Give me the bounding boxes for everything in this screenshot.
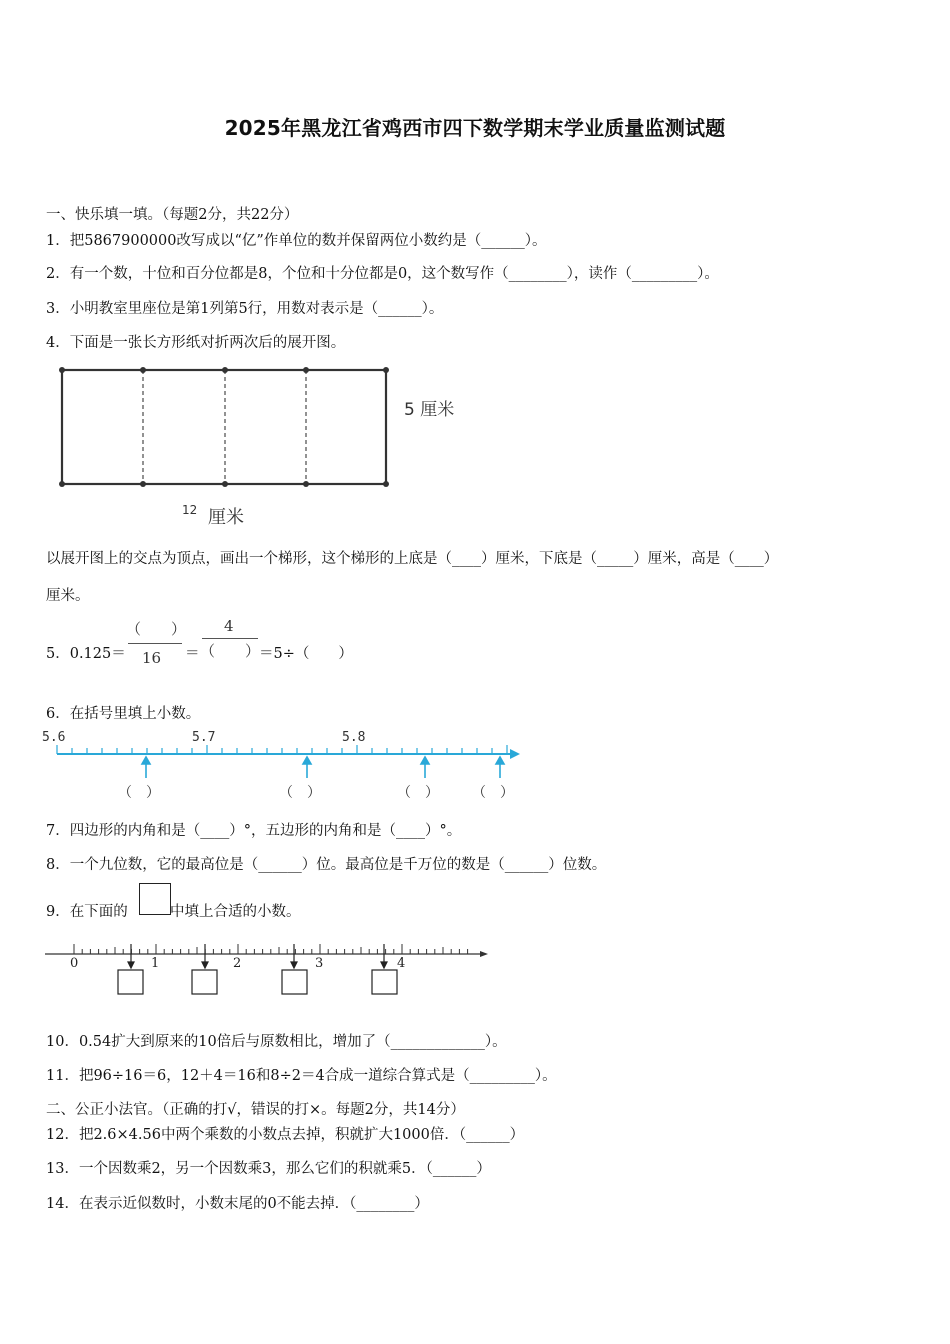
question-14: 14．在表示近似数时，小数末尾的0不能去掉．（________） xyxy=(46,1196,429,1212)
answer-box-2 xyxy=(192,970,217,994)
question-7: 7．四边形的内角和是（____）°，五边形的内角和是（____）°。 xyxy=(46,823,462,839)
nl6-label-0: 5.6 xyxy=(42,730,66,745)
width-number: 12 xyxy=(182,503,198,517)
rectangle-outline xyxy=(62,370,386,484)
question-9-tail: 中填上合适的小数。 xyxy=(170,904,301,920)
page-title: 2025年黑龙江省鸡西市四下数学期末学业质量监测试题 xyxy=(224,116,726,140)
number-line-q6 xyxy=(40,724,530,804)
nl6-label-1: 5.7 xyxy=(192,730,216,745)
nl6-paren-3: （ ） xyxy=(397,785,439,801)
nl6-paren-4: （ ） xyxy=(472,785,514,801)
answer-box-1 xyxy=(118,970,143,994)
question-2: 2．有一个数，十位和百分位都是8，个位和十分位都是0，这个数写作（________），读作（_________）。 xyxy=(46,266,719,282)
question-5-equals: ＝ xyxy=(185,646,200,662)
nl9-arrows xyxy=(128,944,387,968)
nl6-arrows xyxy=(142,757,504,778)
question-13: 13．一个因数乘2，另一个因数乘3，那么它们的积就乘5．（______） xyxy=(46,1161,491,1177)
fraction-2-denominator: （ ） xyxy=(200,642,261,660)
nl9-label-2: 2 xyxy=(233,956,242,971)
question-4-continued-2: 厘米。 xyxy=(46,588,90,604)
fraction-1-numerator: （ ） xyxy=(126,620,187,638)
folded-rectangle-figure xyxy=(52,362,472,532)
question-6: 6．在括号里填上小数。 xyxy=(46,706,201,722)
intersection-points xyxy=(59,367,389,487)
question-5-tail: ＝5÷（ ） xyxy=(259,646,353,662)
nl6-paren-2: （ ） xyxy=(279,785,321,801)
nl9-label-4: 4 xyxy=(397,956,406,971)
question-10: 10．0.54扩大到原来的10倍后与原数相比，增加了（_____________）。 xyxy=(46,1034,507,1050)
question-4: 4．下面是一张长方形纸对折两次后的展开图。 xyxy=(46,335,346,351)
nl6-label-2: 5.8 xyxy=(342,730,366,745)
fraction-1 xyxy=(124,616,186,672)
question-3: 3．小明教室里座位是第1列第5行，用数对表示是（______）。 xyxy=(46,301,444,317)
answer-box-3 xyxy=(282,970,307,994)
example-answer-box xyxy=(139,883,171,915)
question-12: 12．把2.6×4.56中两个乘数的小数点去掉，积就扩大1000倍．（______） xyxy=(46,1127,525,1143)
fraction-2-numerator: 4 xyxy=(224,617,234,635)
height-label: 5 厘米 xyxy=(404,400,455,420)
section-2-heading: 二、公正小法官。（正确的打√，错误的打×。每题2分，共14分） xyxy=(46,1102,465,1118)
question-1: 1．把5867900000改写成以“亿”作单位的数并保留两位小数约是（______）。 xyxy=(46,233,547,249)
question-5-lead: 5．0.125＝ xyxy=(46,646,126,662)
width-unit: 厘米 xyxy=(208,507,244,528)
question-4-continued: 以展开图上的交点为顶点，画出一个梯形，这个梯形的上底是（____）厘米，下底是（_____）厘米，高是（____） xyxy=(46,551,779,567)
fraction-2 xyxy=(200,616,260,672)
question-11: 11．把96÷16＝6，12＋4＝16和8÷2＝4合成一道综合算式是（_________）。 xyxy=(46,1068,557,1084)
nl9-label-1: 1 xyxy=(151,956,160,971)
nl9-label-3: 3 xyxy=(315,956,324,971)
number-line-q9 xyxy=(40,935,490,1001)
nl6-paren-1: （ ） xyxy=(118,785,160,801)
nl9-label-0: 0 xyxy=(70,956,79,971)
fraction-1-denominator: 16 xyxy=(142,649,162,667)
answer-box-4 xyxy=(372,970,397,994)
section-1-heading: 一、快乐填一填。（每题2分，共22分） xyxy=(46,207,299,223)
question-8: 8．一个九位数，它的最高位是（______）位。最高位是千万位的数是（______）位数。 xyxy=(46,857,607,873)
question-9-lead: 9．在下面的 xyxy=(46,904,128,920)
